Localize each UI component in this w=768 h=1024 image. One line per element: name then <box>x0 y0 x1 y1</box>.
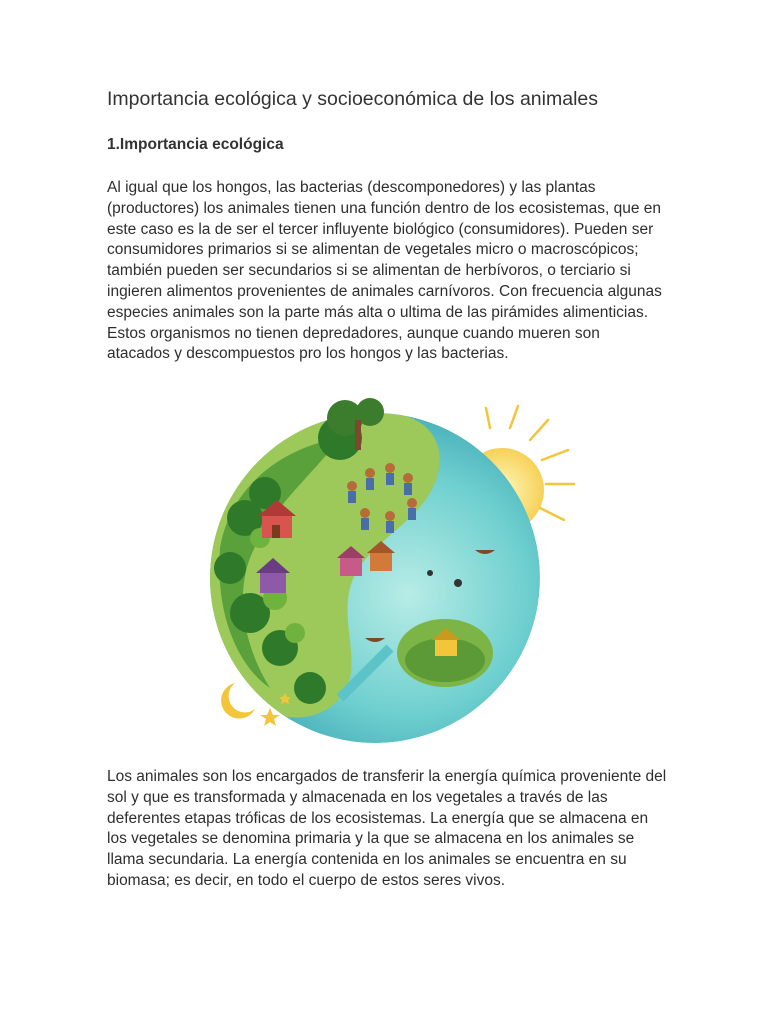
moon-icon <box>221 683 255 719</box>
paragraph-consumers: Al igual que los hongos, las bacterias (descomponedores) y las plantas (productores) los animales tienen una función dentro de los ecosistemas, que en este caso es la de ser el tercer influyente biológico (consumidores). Pueden ser consumidores primarios si se alimentan de vegetales micro o macroscópicos; también pueden ser secundarios si se alimentan de herbívoros, o terciario si ingieren alimentos provenientes de animales carnívoros. Con frecuencia algunas especies animales son la parte más alta o ultima de las pirámides alimenticias. Estos organismos no tienen depredadores, aunque cuando mueren son atacados y descompuestos pro los hongos y las bacterias. <box>107 179 662 363</box>
paragraph-energy-transfer: Los animales son los encargados de transferir la energía química proveniente del sol y que es transformada y almacenada en los vegetales a través de las deferentes etapas tróficas de los ecosistemas. La energía que se almacena en los vegetales se denomina primaria y la que se almacena en los animales se llama secundaria. La energía contenida en los animales se encuentra en su biomasa; es decir, en todo el cuerpo de estos seres vivos. <box>107 768 667 889</box>
ecological-globe-illustration <box>190 398 580 748</box>
section-heading: 1.Importancia ecológica <box>107 136 284 153</box>
page-title: Importancia ecológica y socioeconómica de los animales <box>107 88 599 110</box>
